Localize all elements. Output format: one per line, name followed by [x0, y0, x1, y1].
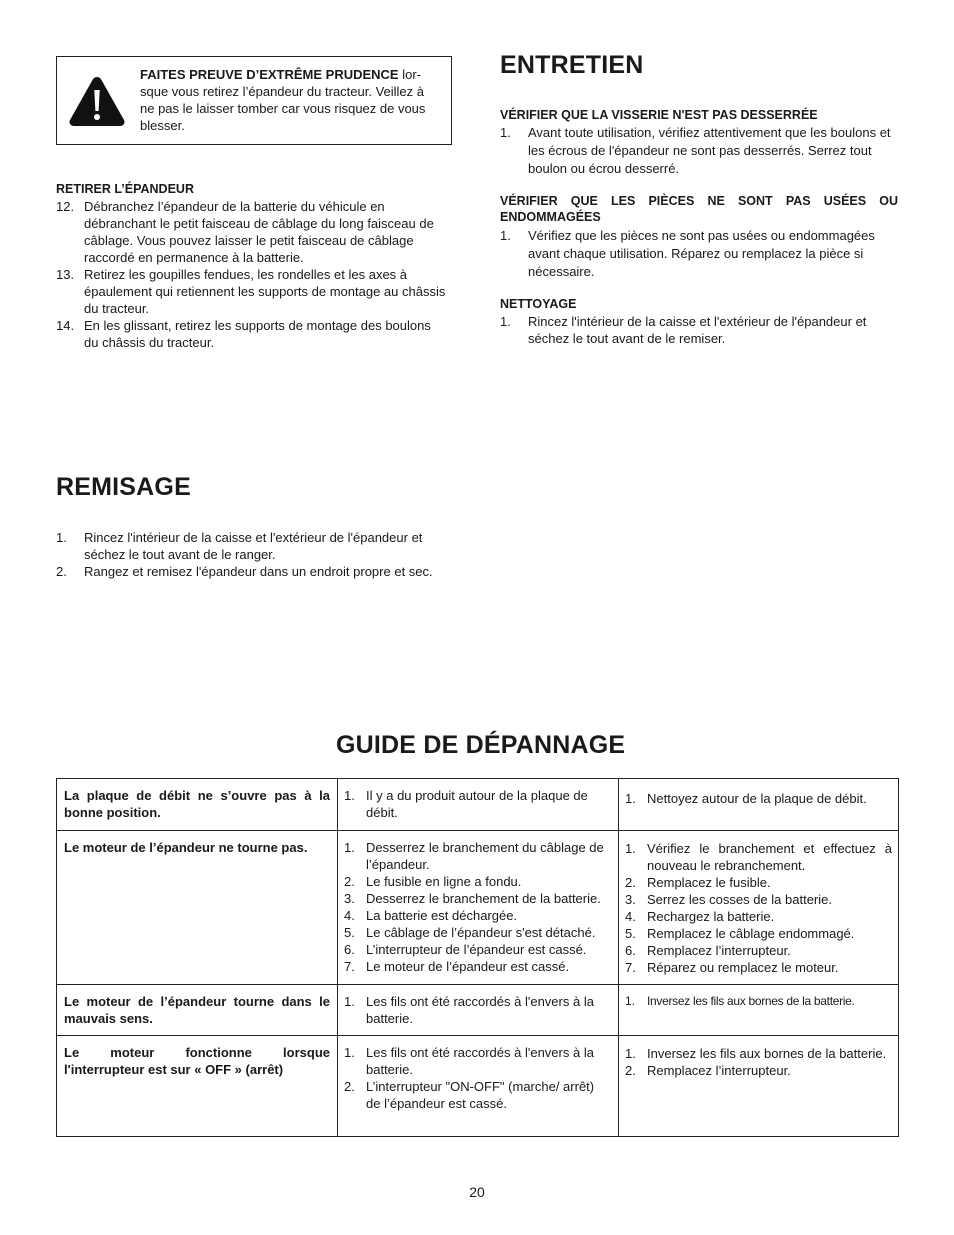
list-item: 4. La batterie est déchargée. [344, 908, 518, 923]
list-item: 6. L’interrupteur de l’épandeur est cassé. [344, 942, 587, 957]
retirer-list [56, 198, 448, 351]
list-item: 7. Réparez ou remplacez le moteur. [625, 960, 839, 975]
warning-body: lor-sque vous retirez l’épandeur du tracteur. Veillez à ne pas le laisser tomber car vous risquez de vous blesser. [140, 67, 426, 133]
warning-triangle-icon [68, 75, 126, 127]
list-item: 5. Le câblage de l’épandeur s'est détaché. [344, 925, 596, 940]
list-item: 5. Remplacez le câblage endommagé. [625, 926, 855, 941]
guide-heading: GUIDE DE DÉPANNAGE [336, 731, 626, 759]
remisage-heading: REMISAGE [56, 473, 191, 501]
list-item: 12. Débranchez l’épandeur de la batterie du véhicule en débranchant le petit faisceau de câblage du long faisceau de câblage. Vous pouvez laisser le petit faisceau de câblage raccordé en permanence à la batterie. [56, 199, 434, 265]
list-item: 6. Remplacez l’interrupteur. [625, 943, 791, 958]
warning-text [140, 66, 442, 134]
remedy-cell [619, 831, 899, 985]
problem-cell: La plaque de débit ne s’ouvre pas à la bonne position. [57, 779, 338, 831]
list-item: 2. Remplacez l’interrupteur. [625, 1063, 791, 1078]
section-title: VÉRIFIER QUE LA VISSERIE N'EST PAS DESSERRÉE [500, 108, 818, 122]
list-item: 1. Rincez l'intérieur de la caisse et l'extérieur de l'épandeur et séchez le tout avant de le ranger. [56, 530, 423, 562]
list-item: 1. Les fils ont été raccordés à l'envers à la batterie. [344, 1045, 594, 1077]
list-item: 1. Il y a du produit autour de la plaque de débit. [344, 788, 588, 820]
list-item: 2. Remplacez le fusible. [625, 875, 771, 890]
remedy-cell [619, 779, 899, 831]
problem-cell: Le moteur fonctionne lorsque l'interrupteur est sur « OFF » (arrêt) [57, 1036, 338, 1137]
entretien-list-3 [500, 313, 898, 347]
list-item: 1. Nettoyez autour de la plaque de débit. [625, 791, 867, 806]
list-item: 13. Retirez les goupilles fendues, les rondelles et les axes à épaulement qui retiennent les supports de montage au châssis du tracteur. [56, 267, 446, 316]
entretien-list-2 [500, 227, 898, 281]
list-item: 1. Avant toute utilisation, vérifiez attentivement que les boulons et les écrous de l'épandeur ne sont pas desserrés. Serrez tout boulon ou écrou desserré. [500, 125, 891, 176]
table-row [57, 779, 899, 831]
list-item: 4. Rechargez la batterie. [625, 909, 775, 924]
list-item: 1. Desserrez le branchement du câblage de l’épandeur. [344, 840, 604, 872]
entretien-heading: ENTRETIEN [500, 51, 644, 79]
warning-bold: FAITES PREUVE D’EXTRÊME PRUDENCE [140, 67, 399, 82]
list-item: 1. Vérifiez le branchement et effectuez à nouveau le rebranchement. [625, 841, 892, 873]
troubleshooting-table [56, 778, 899, 1137]
list-item: 2. Le fusible en ligne a fondu. [344, 874, 522, 889]
table-row [57, 831, 899, 985]
cause-cell [338, 985, 619, 1036]
list-item: 3. Serrez les cosses de la batterie. [625, 892, 832, 907]
list-item: 2. Rangez et remisez l'épandeur dans un endroit propre et sec. [56, 564, 433, 579]
list-item: 7. Le moteur de l’épandeur est cassé. [344, 959, 570, 974]
remisage-list [56, 529, 452, 580]
list-item: 1. Inversez les fils aux bornes de la batterie. [625, 994, 855, 1008]
entretien-list-1 [500, 124, 898, 178]
problem-cell: Le moteur de l’épandeur tourne dans le mauvais sens. [57, 985, 338, 1036]
section-title: NETTOYAGE [500, 297, 577, 311]
retirer-title: RETIRER L’ÉPANDEUR [56, 182, 194, 196]
page-number: 20 [469, 1184, 485, 1200]
table-row [57, 985, 899, 1036]
list-item: 1. Inversez les fils aux bornes de la batterie. [625, 1046, 887, 1061]
remedy-cell [619, 1036, 899, 1137]
cause-cell [338, 831, 619, 985]
cause-cell [338, 779, 619, 831]
remedy-cell [619, 985, 899, 1036]
list-item: 2. L’interrupteur "ON-OFF" (marche/ arrêt) de l’épandeur est cassé. [344, 1079, 595, 1111]
list-item: 14. En les glissant, retirez les supports de montage des boulons du châssis du tracteur. [56, 318, 431, 350]
list-item: 1. Les fils ont été raccordés à l'envers à la batterie. [344, 994, 594, 1026]
list-item: 1. Rincez l'intérieur de la caisse et l'extérieur de l'épandeur et séchez le tout avant de le remiser. [500, 314, 867, 346]
section-title: VÉRIFIER QUE LES PIÈCES NE SONT PAS USÉES OU ENDOMMAGÉES [500, 194, 898, 224]
warning-box [56, 56, 452, 145]
list-item: 1. Vérifiez que les pièces ne sont pas usées ou endommagées avant chaque utilisation. Réparez ou remplacez la pièce si nécessaire. [500, 228, 875, 279]
cause-cell [338, 1036, 619, 1137]
list-item: 3. Desserrez le branchement de la batterie. [344, 891, 601, 906]
table-row [57, 1036, 899, 1137]
problem-cell: Le moteur de l’épandeur ne tourne pas. [57, 831, 338, 985]
